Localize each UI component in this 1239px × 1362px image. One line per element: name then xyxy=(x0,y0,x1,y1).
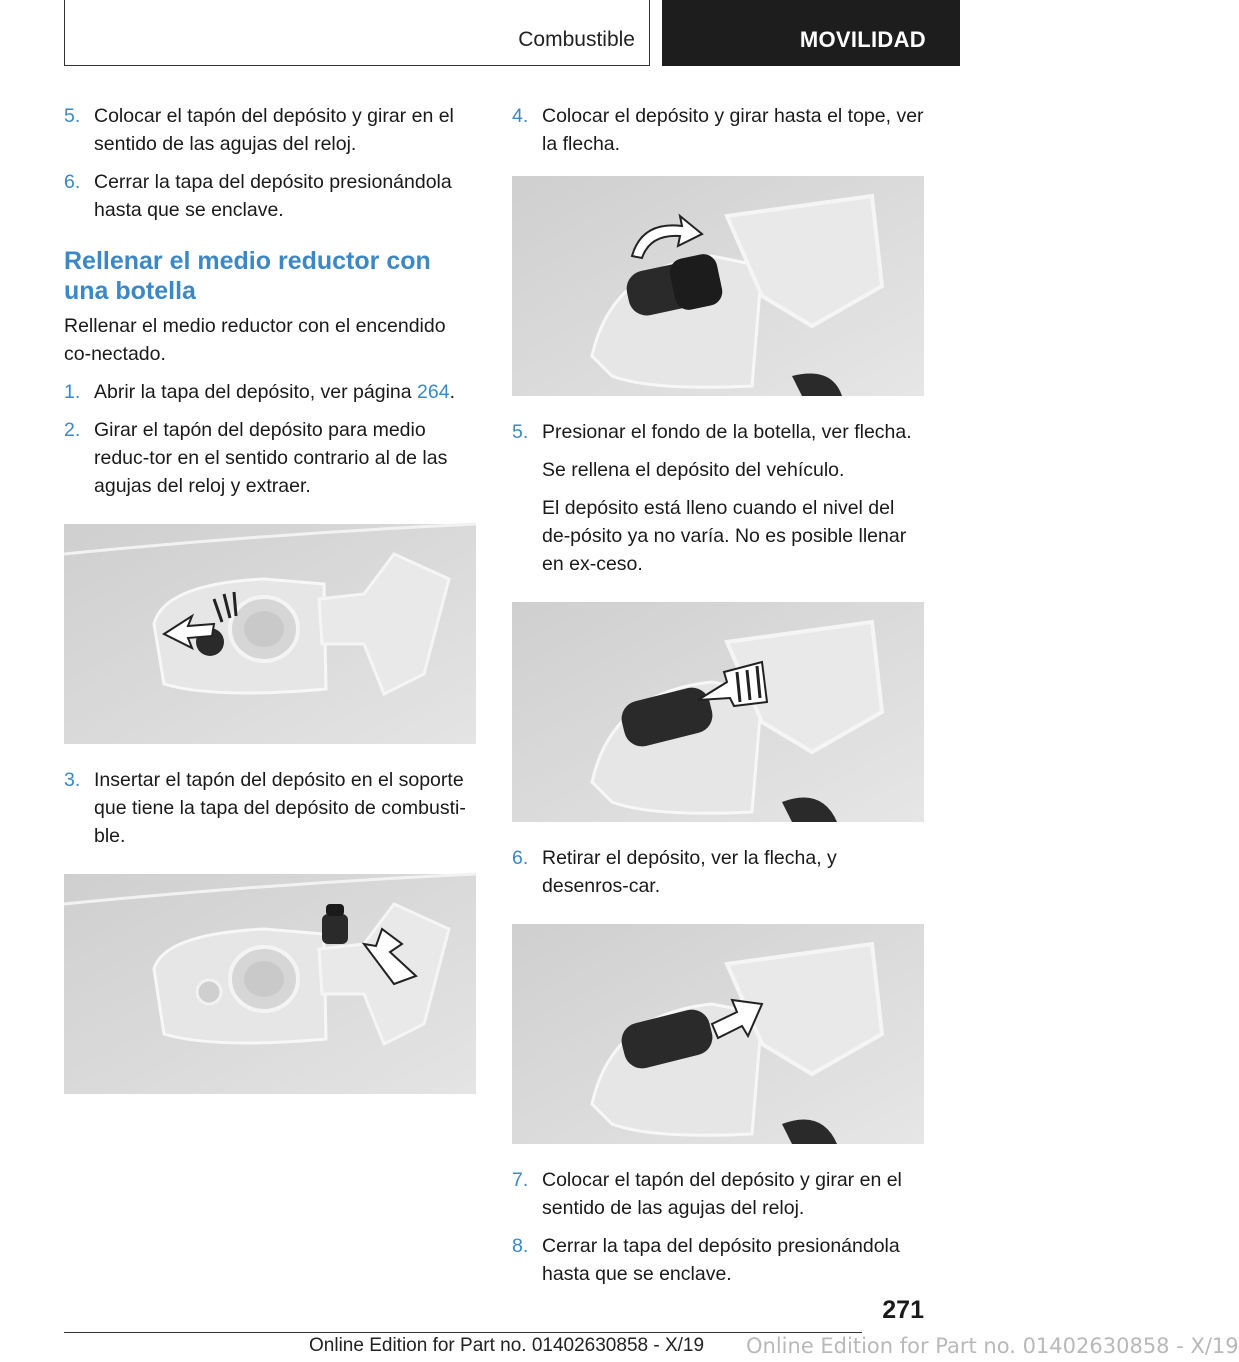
page-footer xyxy=(64,1296,1239,1362)
illustration-cap-removal xyxy=(64,524,476,744)
step-item xyxy=(512,1166,924,1222)
step-item xyxy=(512,418,924,446)
step-item xyxy=(64,378,476,406)
step-number: 2. xyxy=(64,419,81,441)
step-number: 8. xyxy=(512,1235,529,1257)
step-text: Colocar el tapón del depósito y girar en el sentido de las agujas del reloj. xyxy=(94,105,454,155)
intro-paragraph: Rellenar el medio reductor con el encendido co‐nectado. xyxy=(64,315,446,365)
step-number: 7. xyxy=(512,1169,529,1191)
illustration-bottle-press xyxy=(512,602,924,822)
page-header xyxy=(0,0,960,66)
step-item xyxy=(512,1232,924,1288)
step-sub-paragraph: Se rellena el depósito del vehículo. xyxy=(542,459,845,481)
step-text: Retirar el depósito, ver la flecha, y desenros‐car. xyxy=(542,847,837,897)
step-sub-paragraph: El depósito está lleno cuando el nivel del de‐pósito ya no varía. No es posible llenar en ex‐ceso. xyxy=(542,497,907,575)
step-text: Colocar el depósito y girar hasta el tope, ver la flecha. xyxy=(542,105,924,155)
left-column xyxy=(64,102,476,1116)
step-text xyxy=(94,378,476,406)
illustration-bottle-remove xyxy=(512,924,924,1144)
chapter-title: MOVILIDAD xyxy=(799,27,926,52)
step-number: 6. xyxy=(64,171,81,193)
step-item xyxy=(64,102,476,158)
page-number: 271 xyxy=(882,1296,924,1324)
step-item xyxy=(64,168,476,224)
chapter-tab xyxy=(662,0,960,66)
illustration-bottle-insert xyxy=(512,176,924,396)
footer-divider xyxy=(64,1332,862,1333)
step-text: Presionar el fondo de la botella, ver flecha. xyxy=(542,421,912,443)
step-item xyxy=(512,844,924,900)
step-text: Girar el tapón del depósito para medio reduc‐tor en el sentido contrario al de las agujas del reloj y extraer. xyxy=(94,419,448,497)
step-number: 3. xyxy=(64,769,81,791)
edition-line: Online Edition for Part no. 01402630858 - X/19 xyxy=(309,1335,705,1356)
section-subheading: Rellenar el medio reductor con una botella xyxy=(64,247,431,305)
page-reference-link[interactable]: 264 xyxy=(417,381,450,403)
step-item xyxy=(512,102,924,158)
step-number: 5. xyxy=(512,421,529,443)
step-text: Cerrar la tapa del depósito presionándola hasta que se enclave. xyxy=(94,171,452,221)
step-text-main: Abrir la tapa del depósito, ver página xyxy=(94,381,418,403)
step-text: Colocar el tapón del depósito y girar en el sentido de las agujas del reloj. xyxy=(542,1169,902,1219)
section-title: Combustible xyxy=(518,28,635,51)
step-text: Insertar el tapón del depósito en el soporte que tiene la tapa del depósito de combusti‐ble. xyxy=(94,769,466,847)
step-number: 4. xyxy=(512,105,529,127)
step-number: 1. xyxy=(64,381,81,403)
watermark-text: Online Edition for Part no. 01402630858 - X/19 xyxy=(746,1334,1239,1358)
section-header-box xyxy=(64,0,650,66)
right-column xyxy=(512,102,924,1298)
step-text-suffix: . xyxy=(449,381,456,403)
step-text: Cerrar la tapa del depósito presionándola hasta que se enclave. xyxy=(542,1235,900,1285)
step-number: 5. xyxy=(64,105,81,127)
step-item xyxy=(64,766,476,850)
step-item xyxy=(64,416,476,500)
illustration-cap-holder xyxy=(64,874,476,1094)
step-number: 6. xyxy=(512,847,529,869)
